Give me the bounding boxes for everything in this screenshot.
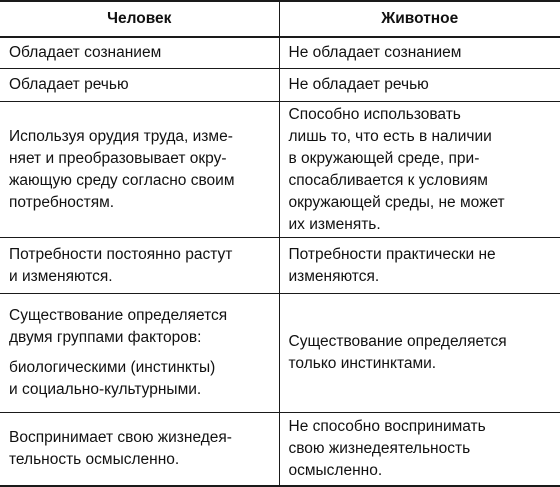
cell-animal [279,294,560,413]
cell-animal [279,69,560,102]
cell-animal [279,413,560,487]
cell-text: Существование определяется двумя группами факторов: [0,305,279,349]
cell-text: Не способно воспринимать свою жизнедеятельность осмысленно. [280,416,560,482]
cell-text: Потребности практически не изменяются. [280,244,560,288]
cell-text: Существование определяется только инстинктами. [280,331,560,375]
cell-human [0,413,279,487]
cell-text: Воспринимает свою жизнедея- тельность осмысленно. [0,427,279,471]
cell-text: Способно использовать лишь то, что есть в наличии в окружающей среде, при- спосабливается к условиям окружающей среды, не может их изменять. [280,104,560,236]
table-row [0,69,560,102]
cell-animal [279,102,560,238]
cell-human [0,37,279,69]
cell-text: Обладает сознанием [0,42,279,64]
header-animal: Животное [279,1,560,37]
table-row [0,102,560,238]
table-row [0,238,560,294]
cell-human [0,69,279,102]
cell-animal [279,238,560,294]
cell-text: Используя орудия труда, изме- няет и преобразовывает окру- жающую среду согласно своим потребностям. [0,126,279,214]
cell-text: Обладает речью [0,74,279,96]
cell-text: биологическими (инстинкты) и социально-культурными. [0,357,279,401]
header-human: Человек [0,1,279,37]
cell-text: Не обладает сознанием [280,42,560,64]
table-row [0,37,560,69]
cell-animal [279,37,560,69]
cell-human [0,102,279,238]
cell-text: Не обладает речью [280,74,560,96]
cell-human [0,294,279,413]
table-row [0,294,560,413]
header-row [0,1,560,37]
cell-text: Потребности постоянно растут и изменяются. [0,244,279,288]
paragraph-gap [0,349,279,357]
cell-human [0,238,279,294]
table-row [0,413,560,487]
